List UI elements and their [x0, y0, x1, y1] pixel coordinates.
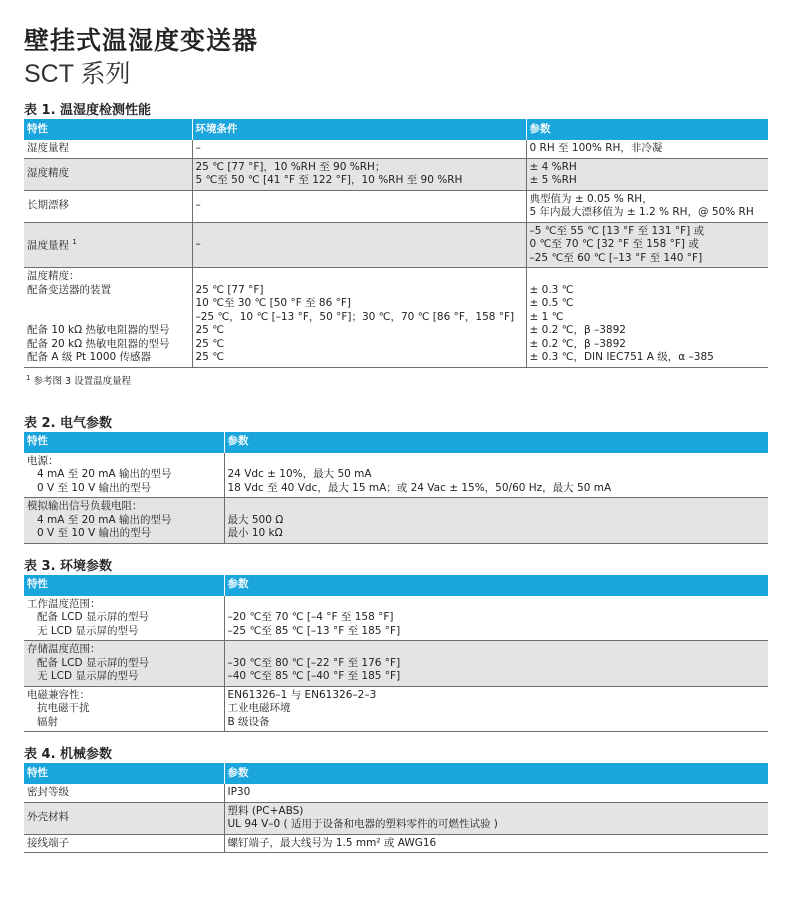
table1-header-condition: 环境条件 — [192, 119, 526, 140]
cell-line: 配备 LCD 显示屏的型号 — [37, 611, 149, 623]
table3 — [24, 575, 768, 733]
cell-line: 工业电磁环境 — [227, 702, 291, 714]
cell-line: 电源： — [27, 454, 59, 467]
table4-body — [24, 784, 768, 853]
cell-line: 0 RH 至 100% RH，非冷凝 — [529, 142, 663, 154]
table4-header-parameter: 参数 — [224, 763, 768, 784]
table2-title: 表 2. 电气参数 — [24, 415, 113, 431]
cell-line: 0 ℃至 70 ℃ [32 °F 至 158 °F] 或 — [529, 238, 699, 250]
table2-header-parameter: 参数 — [224, 432, 768, 453]
cell-line: ± 0.2 ℃，β –3892 — [529, 337, 626, 350]
cell-line: 螺钉端子，最大线号为 1.5 mm² 或 AWG16 — [227, 836, 437, 849]
cell-line: –25 ℃至 60 ℃ [–13 °F 至 140 °F] — [529, 251, 703, 264]
cell-line — [228, 455, 766, 469]
cell-line: 工作温度范围： — [27, 597, 101, 610]
table4-title: 表 4. 机械参数 — [24, 747, 113, 762]
table-cell — [526, 140, 768, 158]
table3-header-characteristic: 特性 — [24, 575, 224, 596]
cell-line: –25 ℃，10 ℃ [–13 °F，50 °F]；30 ℃，70 ℃ [86 °F，158 °F] — [195, 310, 515, 323]
table-cell — [526, 190, 768, 222]
table-cell — [192, 222, 526, 268]
table-row — [24, 834, 768, 853]
table-row — [24, 596, 768, 641]
table-cell — [526, 158, 768, 190]
table-cell — [224, 596, 768, 641]
table-row — [24, 140, 768, 158]
cell-line: 配备变送器的装置 — [27, 283, 111, 296]
table1-header-characteristic: 特性 — [24, 119, 192, 140]
table-cell — [224, 802, 768, 834]
cell-line: 湿度量程 — [27, 142, 69, 154]
table-row — [24, 686, 768, 732]
cell-line: 0 V 至 10 V 输出的型号 — [37, 481, 152, 494]
table2-header-characteristic: 特性 — [24, 432, 224, 453]
cell-line: 无 LCD 显示屏的型号 — [37, 624, 139, 637]
table-cell — [224, 453, 768, 498]
table-cell — [24, 784, 224, 802]
cell-line: 塑料 (PC+ABS) — [227, 804, 304, 817]
cell-line: 密封等级 — [27, 786, 69, 798]
table-row — [24, 498, 768, 544]
cell-line: –25 ℃至 85 ℃ [–13 °F 至 185 °F] — [227, 624, 401, 637]
cell-line: UL 94 V–0 ( 适用于设备和电器的塑料零件的可燃性试验 ) — [227, 818, 498, 830]
cell-line: ± 1 ℃ — [529, 310, 564, 323]
table-cell — [526, 268, 768, 368]
table-cell — [24, 140, 192, 158]
table-cell — [24, 641, 224, 687]
table-row — [24, 784, 768, 802]
cell-line: 5 年内最大漂移值为 ± 1.2 % RH，@ 50% RH — [529, 206, 754, 218]
cell-line: 配备 A 级 Pt 1000 传感器 — [27, 351, 152, 363]
table3-body — [24, 596, 768, 732]
cell-line: 存储温度范围： — [27, 643, 101, 655]
cell-line: 4 mA 至 20 mA 输出的型号 — [37, 468, 172, 480]
cell-line: 模拟输出信号负载电阻： — [27, 500, 143, 512]
cell-line: B 级设备 — [227, 715, 270, 728]
table-cell — [24, 802, 224, 834]
table2 — [24, 432, 768, 544]
cell-line — [27, 297, 189, 311]
table-cell — [192, 140, 526, 158]
cell-line: – — [195, 199, 201, 212]
table-cell — [192, 190, 526, 222]
cell-line: 温度精度： — [27, 270, 80, 282]
cell-line: 典型值为 ± 0.05 % RH， — [529, 192, 653, 205]
table4 — [24, 763, 768, 853]
cell-line: –30 ℃至 80 ℃ [–22 °F 至 176 °F] — [227, 656, 401, 669]
cell-line: 4 mA 至 20 mA 输出的型号 — [37, 513, 172, 526]
cell-line: – — [195, 142, 201, 154]
cell-line — [196, 270, 523, 284]
cell-line: 配备 20 kΩ 热敏电阻器的型号 — [27, 337, 170, 350]
cell-line: 湿度精度 — [27, 167, 69, 180]
table-row — [24, 190, 768, 222]
cell-line: –20 ℃至 70 ℃ [–4 °F 至 158 °F] — [227, 611, 394, 623]
table-cell — [24, 158, 192, 190]
cell-line: EN61326–1 与 EN61326–2–3 — [227, 688, 377, 701]
cell-line: 最大 500 Ω — [227, 513, 284, 526]
table-cell — [224, 641, 768, 687]
table1-body — [24, 140, 768, 367]
cell-line: 抗电磁干扰 — [37, 702, 90, 714]
cell-line: 25 ℃ — [195, 351, 224, 363]
cell-line: 24 Vdc ± 10%，最大 50 mA — [227, 468, 372, 480]
cell-line: –40 ℃至 85 ℃ [–40 °F 至 185 °F] — [227, 670, 401, 682]
cell-line: 25 ℃ — [195, 324, 224, 336]
cell-line: ± 5 %RH — [529, 174, 577, 186]
table-row — [24, 453, 768, 498]
table-cell — [224, 784, 768, 802]
cell-line: ± 0.2 ℃，β –3892 — [529, 324, 626, 336]
cell-line: ± 0.3 ℃ — [529, 283, 574, 296]
footnote-marker: 1 — [72, 238, 77, 247]
cell-line — [228, 598, 766, 612]
cell-line: 5 ℃至 50 ℃ [41 °F 至 122 °F]，10 %RH 至 90 %RH — [195, 174, 463, 186]
page-subtitle: SCT 系列 — [24, 60, 131, 88]
table-cell — [24, 268, 192, 368]
cell-line: ± 0.3 ℃，DIN IEC751 A 级，α –385 — [529, 351, 714, 363]
cell-line: 10 ℃至 30 ℃ [50 °F 至 86 °F] — [195, 297, 352, 309]
table-cell — [24, 498, 224, 544]
table3-title: 表 3. 环境参数 — [24, 558, 113, 574]
table-cell — [192, 268, 526, 368]
table1-title: 表 1. 温湿度检测性能 — [24, 103, 152, 118]
cell-line: 最小 10 kΩ — [227, 527, 283, 539]
table1-header-parameter: 参数 — [526, 119, 768, 140]
table-cell — [224, 686, 768, 732]
table-row — [24, 158, 768, 190]
cell-line — [228, 500, 766, 514]
footnote-text: 参考图 3 设置温度量程 — [33, 375, 132, 387]
cell-line — [530, 270, 766, 284]
footnote-marker: 1 — [26, 373, 31, 382]
table4-header-characteristic: 特性 — [24, 763, 224, 784]
table1-footnote — [26, 373, 768, 387]
cell-line: 25 ℃ [77 °F] — [195, 283, 264, 296]
table-row — [24, 222, 768, 268]
table-cell — [24, 222, 192, 268]
cell-line: ± 0.5 ℃ — [529, 297, 574, 309]
table3-header-parameter: 参数 — [224, 575, 768, 596]
table-row — [24, 641, 768, 687]
cell-line: –5 ℃至 55 ℃ [13 °F 至 131 °F] 或 — [529, 224, 705, 237]
table-cell — [24, 834, 224, 853]
cell-line: 25 ℃ [77 °F]，10 %RH 至 90 %RH； — [195, 160, 386, 173]
cell-line — [228, 643, 766, 657]
cell-line: 长期漂移 — [27, 199, 69, 212]
table-cell — [526, 222, 768, 268]
table1 — [24, 119, 768, 368]
cell-line: 接线端子 — [27, 836, 69, 849]
table-cell — [24, 596, 224, 641]
table-cell — [24, 686, 224, 732]
cell-line: 18 Vdc 至 40 Vdc，最大 15 mA；或 24 Vac ± 15%，50/60 Hz，最大 50 mA — [227, 481, 612, 494]
cell-line: IP30 — [227, 786, 251, 798]
cell-line: 25 ℃ — [195, 337, 224, 350]
table2-body — [24, 453, 768, 544]
cell-line: 辐射 — [37, 715, 58, 728]
table-cell — [24, 190, 192, 222]
cell-line: – — [195, 238, 201, 250]
table-cell — [224, 498, 768, 544]
page-title: 壁挂式温湿度变送器 — [24, 26, 259, 55]
cell-line — [27, 311, 189, 325]
table-row — [24, 268, 768, 368]
table-cell — [24, 453, 224, 498]
cell-line: 电磁兼容性： — [27, 688, 90, 701]
table-cell — [224, 834, 768, 853]
table-row — [24, 802, 768, 834]
cell-line: 外壳材料 — [27, 811, 69, 824]
cell-line: 配备 10 kΩ 热敏电阻器的型号 — [27, 324, 170, 336]
cell-line: ± 4 %RH — [529, 160, 577, 173]
cell-line: 温度量程 — [27, 239, 69, 252]
cell-line: 配备 LCD 显示屏的型号 — [37, 656, 149, 669]
cell-line: 无 LCD 显示屏的型号 — [37, 670, 139, 682]
table-cell — [192, 158, 526, 190]
cell-line: 0 V 至 10 V 输出的型号 — [37, 527, 152, 539]
